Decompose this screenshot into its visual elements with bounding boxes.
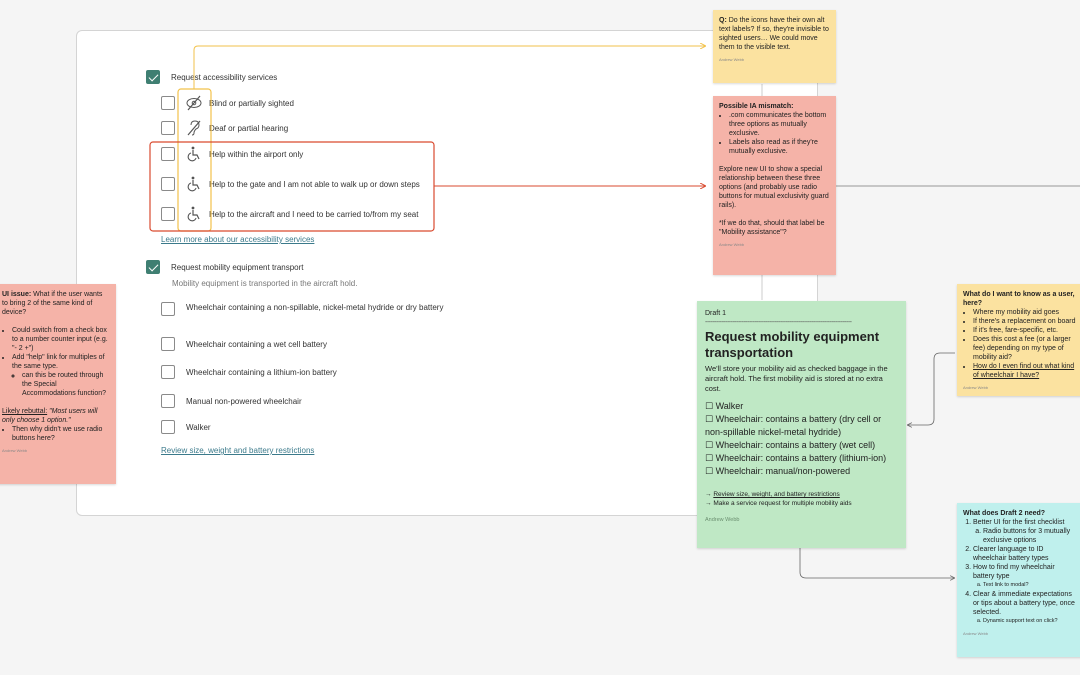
note-subbullets <box>12 371 110 398</box>
note-bullet: • Labels also read as if they're mutually exclusive. <box>729 138 830 156</box>
mobility-subtext: Mobility equipment is transported in the aircraft hold. <box>172 279 358 288</box>
arrow-icon: → <box>705 500 714 507</box>
wheelchair-icon <box>185 145 203 163</box>
note-item-text: Clear & immediate expectations or tips about a battery type, once selected. <box>973 591 1075 616</box>
note-numbered-list <box>963 518 1077 626</box>
mobility-option[interactable] <box>161 302 451 316</box>
learn-more-link[interactable]: Learn more about our accessibility services <box>161 235 315 244</box>
note-bullet: • Where my mobility aid goes <box>973 308 1077 317</box>
mobility-checkbox[interactable] <box>161 337 175 351</box>
access-option-label: Deaf or partial hearing <box>209 123 289 133</box>
request-accessibility-checkbox[interactable] <box>146 70 160 84</box>
aircraft-help-checkbox[interactable] <box>161 207 175 221</box>
request-mobility-row[interactable] <box>146 260 304 274</box>
wheelchair-icon <box>185 175 203 193</box>
mobility-option-label: Wheelchair containing a non-spillable, nickel-metal hydride or dry battery <box>186 303 444 312</box>
note-rebuttal-lead: Likely rebuttal: <box>2 408 48 415</box>
note-author: Andrew Webb <box>719 242 745 247</box>
mobility-option[interactable] <box>161 337 327 351</box>
note-subitems <box>973 617 1077 626</box>
note-bullet: • .com communicates the bottom three options as mutually exclusive. <box>729 111 830 138</box>
note-author: Andrew Webb <box>963 385 989 390</box>
note-title: Possible IA mismatch: <box>719 103 794 110</box>
note-paragraph: Explore new UI to show a special relationship between these three options (and probably use radio buttons for mutual exclusivity guard rails). <box>719 166 829 209</box>
mobility-option[interactable] <box>161 365 337 379</box>
eye-slash-icon <box>185 94 203 112</box>
note-subitem: a. Radio buttons for 3 mutually exclusive options <box>983 527 1077 545</box>
access-option-airport[interactable] <box>161 145 303 163</box>
request-mobility-label: Request mobility equipment transport <box>171 262 304 272</box>
note-item-text: Better UI for the first checklist <box>973 519 1065 526</box>
access-option-label: Help within the airport only <box>209 149 304 159</box>
note-item <box>973 590 1077 626</box>
mobility-option[interactable] <box>161 394 302 408</box>
draft-option: ☐ Wheelchair: contains a battery (wet cell) <box>705 440 876 450</box>
mobility-checkbox[interactable] <box>161 420 175 434</box>
note-author: Andrew Webb <box>719 57 745 62</box>
know-connector <box>908 353 955 425</box>
draft-service-request-link[interactable]: Make a service request for multiple mobility aids <box>713 500 852 507</box>
blind-checkbox[interactable] <box>161 96 175 110</box>
note-bullets <box>719 111 830 156</box>
note-item: 2. Clearer language to ID wheelchair battery types <box>973 545 1077 563</box>
arrow-icon: → <box>705 491 714 498</box>
access-option-aircraft[interactable] <box>161 205 418 223</box>
draft-options <box>705 400 898 478</box>
ia-mismatch-note <box>713 96 836 275</box>
note-bullets <box>2 326 110 398</box>
review-restrictions-link[interactable]: Review size, weight and battery restrictions <box>161 446 315 455</box>
access-option-gate[interactable] <box>161 175 420 193</box>
deaf-checkbox[interactable] <box>161 121 175 135</box>
note-paragraph: *If we do that, should that label be "Mobility assistance"? <box>719 220 825 236</box>
note-subitems <box>973 581 1077 590</box>
mobility-checkbox[interactable] <box>161 365 175 379</box>
note-bullets <box>2 425 110 443</box>
note-subbullet: ◦ can this be routed through the Special Accommodations function? <box>22 371 110 398</box>
note-lead: UI issue: <box>2 291 32 298</box>
draft-option: ☐ Wheelchair: manual/non-powered <box>705 466 851 476</box>
mobility-checkbox[interactable] <box>161 394 175 408</box>
draft-option: ☐ Walker <box>705 401 744 411</box>
note-author: Andrew Webb <box>963 631 989 636</box>
mobility-option-label: Walker <box>186 422 211 432</box>
note-subitem: a. Dynamic support text on click? <box>983 617 1077 626</box>
draft2-connector <box>800 548 954 578</box>
note-title: What do I want to know as a user, here? <box>963 291 1075 307</box>
note-bullet: • If there's a replacement on board <box>973 317 1077 326</box>
note-text: What if the user wants to bring 2 of the same kind of device? <box>2 291 103 316</box>
note-bullet: • Does this cost a fee (or a larger fee) depending on my type of mobility aid? <box>973 335 1077 362</box>
note-item <box>973 563 1077 590</box>
access-option-blind[interactable] <box>161 94 294 112</box>
access-option-label: Help to the aircraft and I need to be carried to/from my seat <box>209 209 419 219</box>
draft-label: Draft 1 <box>705 310 727 317</box>
draft-option: ☐ Wheelchair: contains a battery (dry cell or non-spillable nickel-metal hydride) <box>705 414 882 437</box>
note-lead: Q: <box>719 17 727 24</box>
note-bullet-link <box>973 362 1077 380</box>
mobility-checkbox[interactable] <box>161 302 175 316</box>
note-author: Andrew Webb <box>705 517 740 523</box>
icons-question-note <box>713 10 836 83</box>
note-link: How do I even find out what kind of wheelchair I have? <box>973 363 1075 379</box>
access-option-label: Blind or partially sighted <box>209 98 294 108</box>
ui-issue-note <box>0 284 116 484</box>
mobility-option[interactable] <box>161 420 211 434</box>
draft-body: We'll store your mobility aid as checked baggage in the aircraft hold. The first mobility aid is stored at no extra cost. <box>705 364 888 393</box>
draft-divider: -------------------------------------------------------------------------------- <box>705 319 852 326</box>
request-accessibility-row[interactable] <box>146 70 277 84</box>
request-mobility-checkbox[interactable] <box>146 260 160 274</box>
note-text: Do the icons have their own alt text labels? If so, they're invisible to sighted users… We could move them to the visible text. <box>719 17 829 51</box>
draft-2-needs-note <box>957 503 1080 657</box>
note-bullet: • Could switch from a check box to a number counter input (e.g. "- 2 +") <box>12 326 110 353</box>
access-option-label: Help to the gate and I am not able to walk up or down steps <box>209 179 420 189</box>
wheelchair-icon <box>185 205 203 223</box>
gate-help-checkbox[interactable] <box>161 177 175 191</box>
draft-title: Request mobility equipment transportation <box>705 329 880 360</box>
note-bullet: • Then why didn't we use radio buttons here? <box>12 425 110 443</box>
draft-links <box>705 490 898 508</box>
mobility-option-label: Wheelchair containing a wet cell battery <box>186 339 327 349</box>
request-accessibility-label: Request accessibility services <box>171 72 278 82</box>
ear-slash-icon <box>185 119 203 137</box>
note-item <box>973 518 1077 545</box>
note-author: Andrew Webb <box>2 448 28 453</box>
note-bullet-with-sub <box>12 353 110 398</box>
draft-option: ☐ Wheelchair: contains a battery (lithium-ion) <box>705 453 887 463</box>
note-rebuttal-text: "Most users will only choose 1 option." <box>2 408 98 424</box>
access-option-deaf[interactable] <box>161 119 288 137</box>
note-bullet-text: Add "help" link for multiples of the same type. <box>12 354 105 370</box>
note-subitems <box>973 527 1077 545</box>
mobility-option-label: Wheelchair containing a lithium-ion battery <box>186 367 337 377</box>
user-needs-note <box>957 284 1080 396</box>
draft-review-link[interactable]: Review size, weight, and battery restrictions <box>713 491 840 498</box>
note-subitem: a. Text link to modal? <box>983 581 1077 590</box>
note-bullets <box>963 308 1077 380</box>
draft-1-note <box>697 301 906 548</box>
airport-help-checkbox[interactable] <box>161 147 175 161</box>
note-title: What does Draft 2 need? <box>963 510 1046 517</box>
note-bullet: • If it's free, fare-specific, etc. <box>973 326 1077 335</box>
mobility-option-label: Manual non-powered wheelchair <box>186 396 302 406</box>
note-item-text: How to find my wheelchair battery type <box>973 564 1055 580</box>
